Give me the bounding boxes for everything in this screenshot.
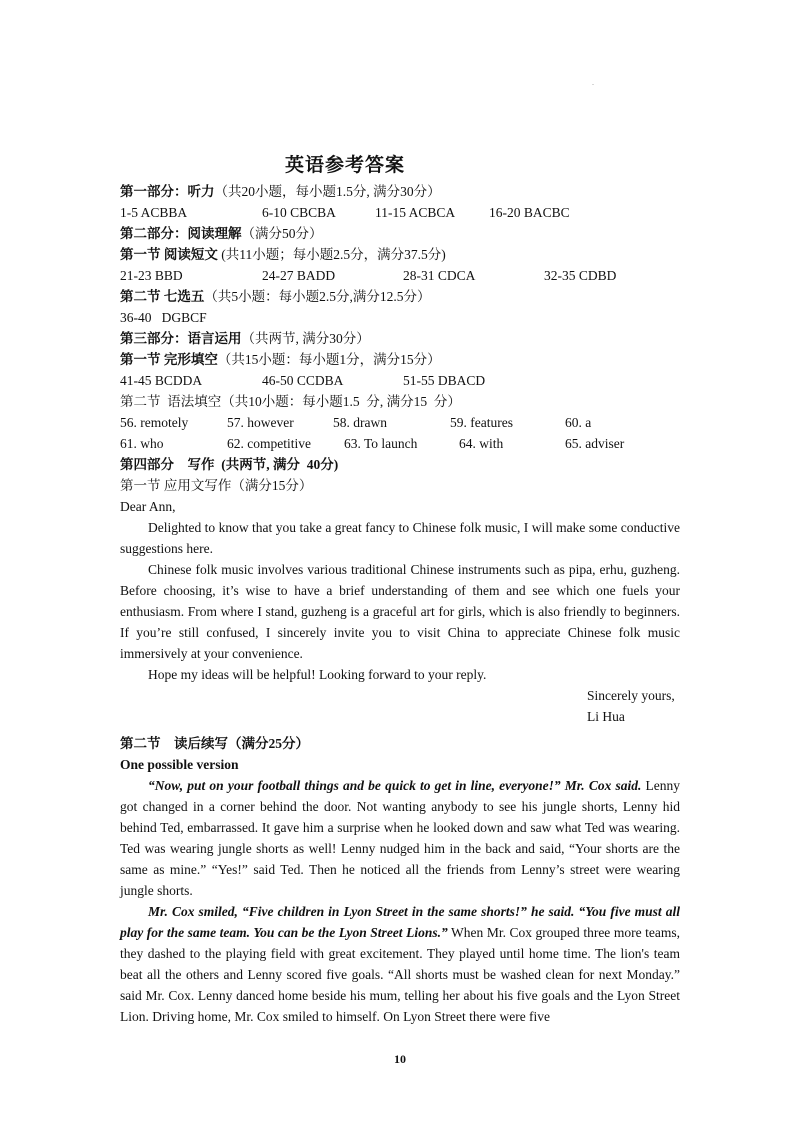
grammar-answer: 56. remotely [120,415,189,430]
answer-group: 11-15 ACBCA [375,205,456,220]
grammar-answer: 62. competitive [227,436,311,451]
answer-group: 46-50 CCDBA [262,373,344,388]
answer-group: 32-35 CDBD [544,268,617,283]
part2-sec1-heading: 第一节 阅读短文 [120,247,218,262]
scan-speck: . [592,78,594,87]
story-body: Lenny got changed in a corner behind the door. Not wanting anybody to see his jungle shorts, Lenny hid behind Ted, embarrassed. It gave him a surprise when he looked down and saw what Ted was wearing. Ted was wearing jungle shorts as well! Lenny nudged him in the back and said, “Your shorts are the same as mine.” “Yes!” said Ted. Then he noticed all the friends from Lenny’s street were wearing jungle shorts. [120,778,680,898]
part2-sec1-note: (共11小题；每小题2.5分，满分37.5分) [217,247,446,262]
grammar-answer: 60. a [565,415,592,430]
part2-sec2-note: （共5小题：每小题2.5分,满分12.5分） [204,289,431,304]
part4-heading: 第四部分 写作 (共两节, 满分 40分) [120,457,339,472]
grammar-answer: 63. To launch [344,436,418,451]
part2-sec2-answer: 36-40 DGBCF [120,310,207,325]
grammar-answer: 61. who [120,436,164,451]
answer-group: 1-5 ACBBA [120,205,188,220]
part1-heading: 第一部分：听力 [120,184,215,199]
part1-note: （共20小题，每小题1.5分, 满分30分） [214,184,441,199]
letter-signature: Li Hua [587,709,625,724]
grammar-answers-row2 [120,433,680,454]
part3-sec1-answers [120,370,680,391]
page-number: 10 [394,1052,406,1066]
part1-answers [120,202,680,223]
grammar-answer: 65. adviser [565,436,625,451]
answer-group: 21-23 BBD [120,268,183,283]
story-lead-sentence: Mr. Cox smiled, “Five children in Lyon Street in the same shorts!” he said. “You five must all play for the same team. You can be the Lyon Street Lions.” [120,904,680,940]
part1-heading-line [120,181,680,202]
part2-heading: 第二部分：阅读理解 [120,226,242,241]
part3-sec2-heading: 第二节 语法填空（共10小题：每小题1.5 分, 满分15 分） [120,394,461,409]
part3-sec1-heading: 第一节 完形填空 [120,352,218,367]
story-paragraph [120,901,680,1027]
part2-sec1-heading-line [120,244,680,265]
story-body: When Mr. Cox grouped three more teams, they dashed to the playing field with great excitement. They played until home time. The lion's team beat all the others and Lenny scored five goals. “All shorts must be washed clean for next Monday.” said Mr. Cox. Lenny danced home beside his mum, telling her about his five goals and the Lyon Street Lion. Driving home, Mr. Cox smiled to himself. On Lyon Street there were five [120,925,680,1024]
page-title: 英语参考答案 [284,155,405,176]
part3-heading-line [120,328,680,349]
letter-paragraph: Hope my ideas will be helpful! Looking forward to your reply. [148,667,487,682]
answer-group: 51-55 DBACD [403,373,486,388]
part2-sec1-answers [120,265,680,286]
answer-group: 24-27 BADD [262,268,336,283]
answer-group: 16-20 BACBC [489,205,570,220]
grammar-answers-row1 [120,412,680,433]
answer-group: 41-45 BCDDA [120,373,203,388]
answer-group: 28-31 CDCA [403,268,476,283]
grammar-answer: 64. with [459,436,504,451]
letter-closing: Sincerely yours, [587,688,675,703]
part3-sec1-note: （共15小题：每小题1分，满分15分） [217,352,441,367]
story-lead-sentence: “Now, put on your football things and be quick to get in line, everyone!” Mr. Cox said. [148,778,642,793]
answer-content [120,181,680,1027]
version-label: One possible version [120,757,239,772]
letter-paragraph: Chinese folk music involves various traditional Chinese instruments such as pipa, erhu, guzheng. Before choosing, it’s wise to have a brief understanding of them and see which one fuels your enthusiasm. From where I stand, guzheng is a graceful art for girls, which is also friendly to beginners. If you’re still confused, I sincerely invite you to visit China to appreciate Chinese folk music immersively at your convenience. [120,562,680,661]
part2-sec2-heading-line [120,286,680,307]
part4-sec2-heading: 第二节 读后续写（满分25分） [120,736,309,751]
grammar-answer: 58. drawn [333,415,387,430]
part3-sec1-heading-line [120,349,680,370]
story-paragraph [120,775,680,901]
letter-paragraph: Delighted to know that you take a great fancy to Chinese folk music, I will make some conductive suggestions here. [120,520,680,556]
answer-group: 6-10 CBCBA [262,205,336,220]
part4-sec1-heading: 第一节 应用文写作（满分15分） [120,478,313,493]
letter-salutation: Dear Ann, [120,499,176,514]
part2-note: （满分50分） [241,226,323,241]
grammar-answer: 59. features [450,415,513,430]
part3-heading: 第三部分：语言运用 [120,331,242,346]
part2-sec2-heading: 第二节 七选五 [120,289,205,304]
grammar-answer: 57. however [227,415,294,430]
part2-heading-line [120,223,680,244]
part3-note: （共两节, 满分30分） [241,331,370,346]
